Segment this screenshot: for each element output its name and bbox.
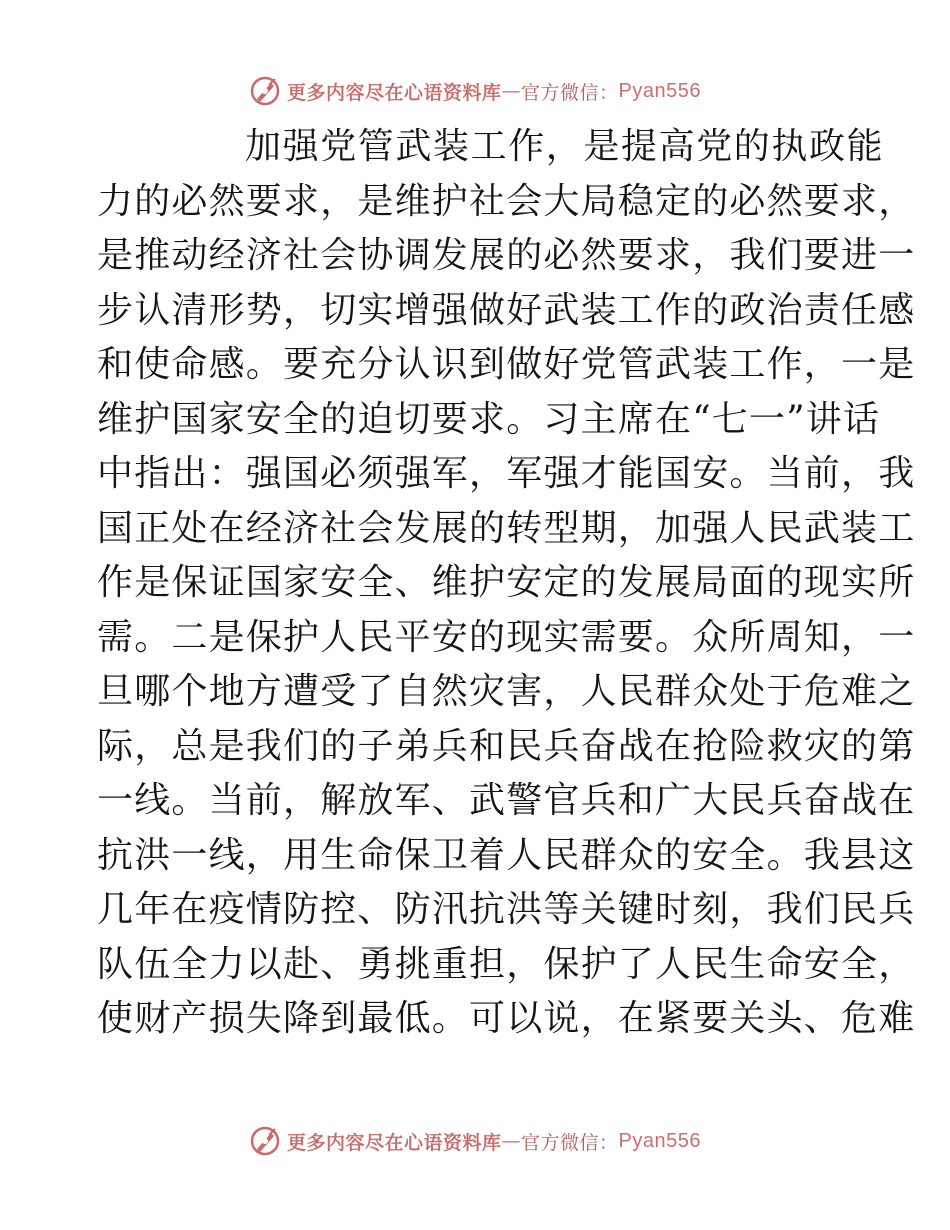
watermark-text	[287, 1128, 701, 1155]
text-line: 抗洪一线，用生命保卫着人民群众的安全。我县这	[97, 834, 916, 876]
text-line: 队伍全力以赴、勇挑重担，保护了人民生命安全，	[97, 943, 916, 985]
watermark-dash: —	[501, 80, 522, 102]
quill-logo-icon	[249, 75, 281, 107]
text-line: 需。二是保护人民平安的现实需要。众所周知，一	[97, 616, 916, 658]
text-line: 几年在疫情防控、防汛抗洪等关键时刻，我们民兵	[97, 889, 916, 930]
document-body	[97, 120, 916, 1047]
watermark-main: 更多内容尽在心语资料库	[287, 81, 502, 104]
watermark-dash: —	[501, 1130, 522, 1152]
text-line: 国正处在经济社会发展的转型期，加强人民武装工	[97, 507, 916, 549]
quill-logo-icon	[249, 1125, 281, 1157]
text-line: 步认清形势，切实增强做好武装工作的政治责任感	[97, 289, 916, 331]
watermark-official: 官方微信：	[521, 1131, 619, 1154]
text-line: 力的必然要求，是维护社会大局稳定的必然要求，	[97, 180, 916, 222]
watermark-id: Pyan556	[618, 1129, 701, 1152]
header-watermark	[0, 74, 950, 108]
text-line: 是推动经济社会协调发展的必然要求，我们要进一	[97, 235, 916, 276]
text-line: 旦哪个地方遭受了自然灾害，人民群众处于危难之	[97, 671, 916, 712]
text-line: 维护国家安全的迫切要求。习主席在“七一”讲话	[97, 398, 881, 440]
watermark-text	[287, 78, 701, 105]
text-line: 作是保证国家安全、维护安定的发展局面的现实所	[97, 562, 916, 603]
text-line: 一线。当前，解放军、武警官兵和广大民兵奋战在	[97, 780, 916, 821]
text-line: 和使命感。要充分认识到做好党管武装工作，一是	[97, 344, 916, 385]
watermark-id: Pyan556	[618, 79, 701, 102]
text-line: 中指出：强国必须强军，军强才能国安。当前，我	[97, 453, 916, 494]
text-line: 加强党管武装工作，是提高党的执政能	[245, 126, 885, 167]
text-line: 使财产损失降到最低。可以说，在紧要关头、危难	[97, 998, 916, 1039]
watermark-main: 更多内容尽在心语资料库	[287, 1131, 502, 1154]
watermark-official: 官方微信：	[521, 81, 619, 104]
footer-watermark	[0, 1124, 950, 1158]
text-line: 际，总是我们的子弟兵和民兵奋战在抢险救灾的第	[97, 725, 916, 767]
